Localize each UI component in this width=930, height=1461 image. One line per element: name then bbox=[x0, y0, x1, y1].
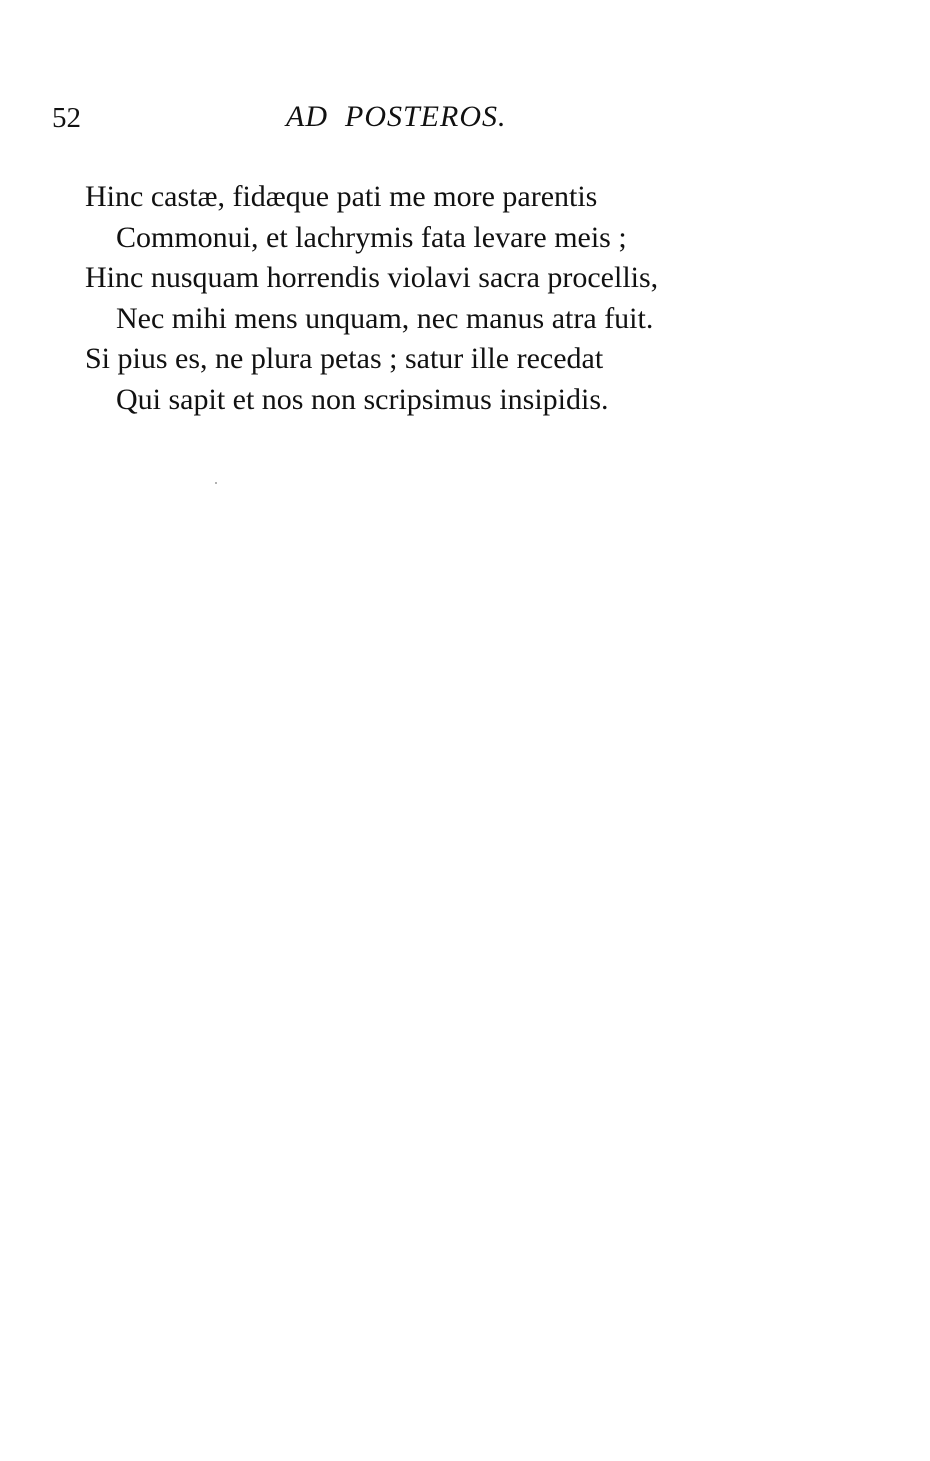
verse-line: Si pius es, ne plura petas ; satur ille recedat bbox=[85, 342, 604, 375]
poem bbox=[85, 177, 885, 420]
verse-line: Qui sapit et nos non scripsimus insipidis. bbox=[116, 382, 609, 416]
ink-speck bbox=[215, 482, 217, 484]
running-head: AD POSTEROS. bbox=[286, 100, 507, 133]
verse-line: Hinc nusquam horrendis violavi sacra procellis, bbox=[85, 261, 659, 294]
verse-line: Nec mihi mens unquam, nec manus atra fuit. bbox=[116, 301, 654, 335]
page-number: 52 bbox=[52, 102, 81, 134]
verse-line: Commonui, et lachrymis fata levare meis ; bbox=[116, 220, 627, 254]
verse-line: Hinc castæ, fidæque pati me more parentis bbox=[85, 180, 598, 213]
